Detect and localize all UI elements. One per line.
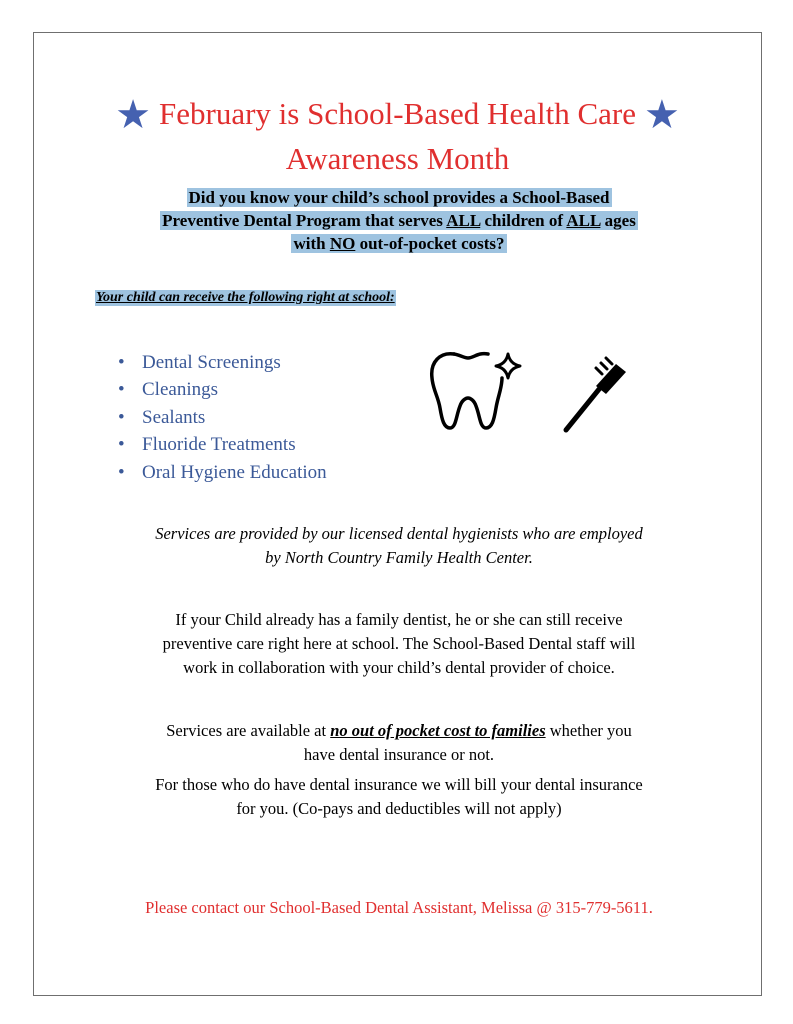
receive-heading: Your child can receive the following right at school: [96,290,395,305]
cost-emphasis: no out of pocket cost to families [330,721,546,740]
intro-question [60,186,738,255]
list-item: • Dental Screenings [118,349,327,376]
cost-info: Services are available at no out of pocket cost to families whether you have dental insurance or not. [166,721,632,764]
title-line-2: Awareness Month [285,141,510,176]
tooth-icon [424,348,524,432]
list-item: • Sealants [118,404,327,431]
intro-line-1: Did you know your child’s school provides a School-Based [188,188,610,207]
toothbrush-icon [560,356,630,436]
title-line-1: ★ February is School-Based Health Care ★ [115,92,680,137]
dentist-info: If your Child already has a family dentist, he or she can still receive preventive care right here at school. The School-Based Dental staff will work in collaboration with your child’s dental provider of choice. [162,610,636,677]
contact-info: Please contact our School-Based Dental Assistant, Melissa @ 315-779-5611. [145,898,653,917]
list-item: • Cleanings [118,376,327,403]
intro-line-3: with NO out-of-pocket costs? [293,234,505,253]
list-item: • Fluoride Treatments [118,431,327,458]
star-icon: ★ [115,92,152,137]
list-item: • Oral Hygiene Education [118,459,327,486]
insurance-info: For those who do have dental insurance we will bill your dental insurance for you. (Co-pays and deductibles will not apply) [155,775,643,818]
page-title [40,92,755,181]
staff-info: Services are provided by our licensed dental hygienists who are employed by North Country Family Health Center. [155,524,643,567]
star-icon: ★ [643,92,680,137]
services-list [118,349,327,486]
intro-line-2: Preventive Dental Program that serves ALL children of ALL ages [162,211,636,230]
